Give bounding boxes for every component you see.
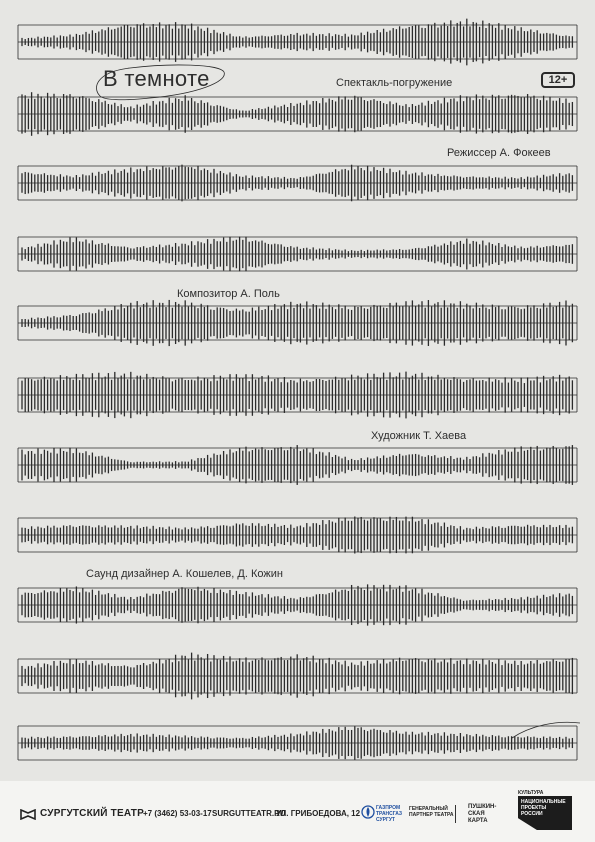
poster-title: В темноте xyxy=(103,66,210,91)
corner-scribble xyxy=(512,722,580,738)
national-projects-text: НАЦИОНАЛЬНЫЕ ПРОЕКТЫ РОССИИ xyxy=(521,799,566,817)
address: УЛ. ГРИБОЕДОВА, 12 xyxy=(276,809,361,818)
general-partner-label: ГЕНЕРАЛЬНЫЙ ПАРТНЕР ТЕАТРА xyxy=(409,806,454,818)
waveform-stave xyxy=(18,445,577,485)
pushkin-card-logo: ПУШКИН- СКАЯ КАРТА xyxy=(468,804,497,824)
waveform-stave xyxy=(18,237,577,272)
credit-composer: Композитор А. Поль xyxy=(177,288,280,300)
age-rating-badge: 12+ xyxy=(541,72,575,88)
credit-sound: Саунд дизайнер А. Кошелев, Д. Кожин xyxy=(86,568,283,580)
waveform-stave xyxy=(18,165,577,202)
waveform-stave xyxy=(18,653,577,700)
website-link[interactable]: SURGUTTEATR.RU xyxy=(212,809,286,818)
waveform-stave xyxy=(18,726,577,760)
footer xyxy=(0,781,595,842)
theatre-logo-icon xyxy=(20,809,36,820)
gazprom-flame-icon xyxy=(361,805,375,819)
gazprom-logo-text: ГАЗПРОМ ТРАНСГАЗ СУРГУТ xyxy=(376,805,403,823)
waveform-stave xyxy=(18,372,577,419)
poster-subtitle: Спектакль-погружение xyxy=(336,77,453,89)
waveform-stave xyxy=(18,19,577,66)
waveform-stave xyxy=(18,584,577,625)
phone-link[interactable]: +7 (3462) 53-03-17 xyxy=(143,809,212,818)
credit-director: Режиссер А. Фокеев xyxy=(447,147,551,159)
culture-label: КУЛЬТУРА xyxy=(518,790,544,796)
waveform-stave xyxy=(18,92,577,136)
credit-artist: Художник Т. Хаева xyxy=(371,430,467,442)
divider xyxy=(455,805,456,823)
theatre-name: СУРГУТСКИЙ ТЕАТР xyxy=(40,808,144,819)
waveform-stave xyxy=(18,517,577,554)
waveform-stave xyxy=(18,300,577,346)
